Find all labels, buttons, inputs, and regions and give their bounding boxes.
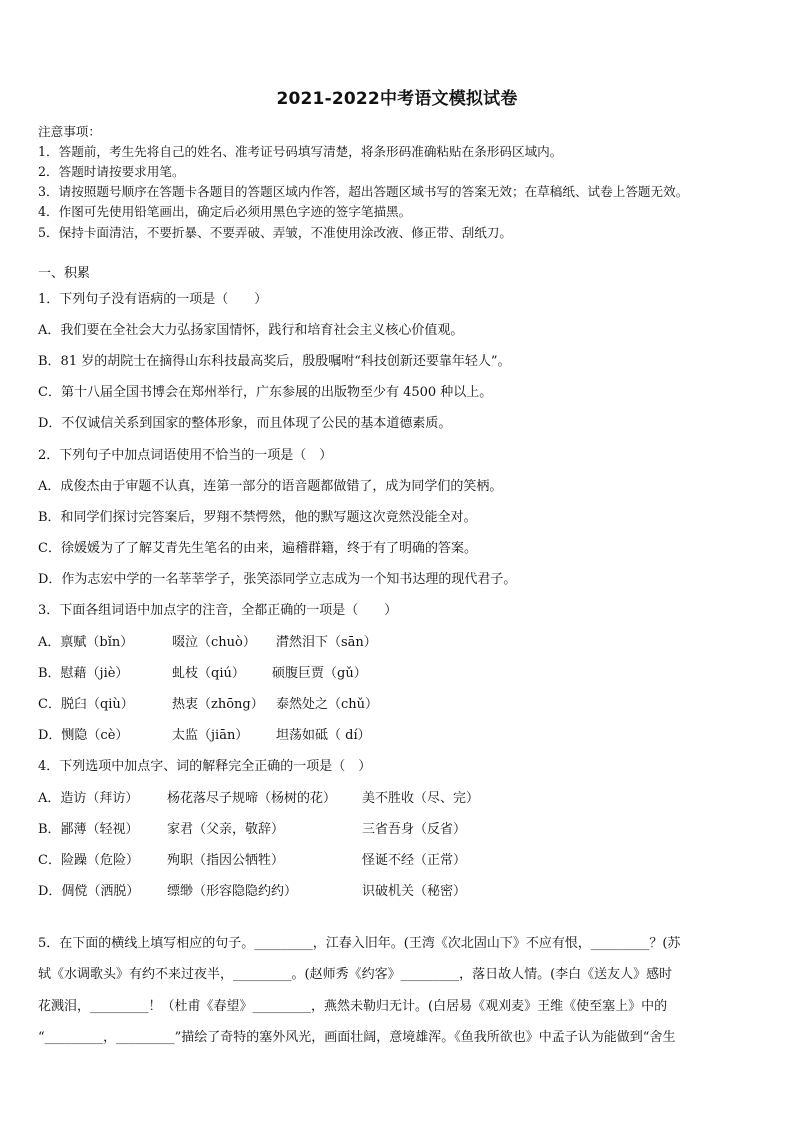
option-word: A．禀赋（bǐn）	[38, 635, 134, 650]
question-text-line: 花溅泪，_________！（杜甫《春望》_________，燕然未勒归无计。(白居易《观刈麦》王维《使至塞上》中的	[38, 999, 668, 1014]
option-word: 热衷（zhōng）	[172, 697, 264, 712]
option-word: 泰然处之（chǔ）	[276, 697, 379, 712]
option-term: C．险躁（危险）	[38, 853, 139, 868]
option-term: 三省吾身（反省）	[362, 822, 467, 837]
option-term: 怪诞不经（正常）	[362, 853, 467, 868]
option-word: B．慰藉（jiè）	[38, 666, 129, 681]
option-term: B．鄙薄（轻视）	[38, 822, 139, 837]
question-option: C．徐媛媛为了了解艾青先生笔名的由来，遍稽群籍，终于有了明确的答案。	[38, 541, 477, 556]
question-option: A．我们要在全社会大力弘扬家国情怀，践行和培育社会主义核心价值观。	[38, 323, 464, 338]
option-term: 美不胜收（尽、完）	[362, 791, 480, 806]
option-term: D．倜傥（洒脱）	[38, 884, 140, 899]
option-word: 虬枝（qiú）	[172, 666, 245, 681]
notice-heading: 注意事项：	[38, 124, 101, 139]
question-option: B．和同学们探讨完答案后，罗翔不禁愕然，他的默写题这次竟然没能全对。	[38, 510, 477, 525]
option-word: C．脱臼（qiù）	[38, 697, 134, 712]
question-option: D．不仅诚信关系到国家的整体形象，而且体现了公民的基本道德素质。	[38, 416, 452, 431]
option-word: 坦荡如砥（ dí）	[276, 728, 371, 743]
question-stem: 2．下列句子中加点词语使用不恰当的一项是（ ）	[38, 448, 333, 463]
option-term: 杨花落尽子规啼（杨树的花）	[167, 791, 337, 806]
question-option: C．第十八届全国书博会在郑州举行，广东参展的出版物至少有 4500 种以上。	[38, 385, 493, 400]
exam-title: 2021-2022中考语文模拟试卷	[276, 89, 518, 109]
option-word: 啜泣（chuò）	[172, 635, 256, 650]
notice-item: 1．答题前，考生先将自己的姓名、准考证号码填写清楚，将条形码准确粘贴在条形码区域内。	[38, 144, 563, 159]
question-stem: 1．下列句子没有语病的一项是（ ）	[38, 292, 268, 307]
section-heading: 一、积累	[38, 266, 91, 281]
option-term: 殉职（指因公牺牲）	[167, 853, 285, 868]
notice-item: 5．保持卡面清洁，不要折暴、不要弄破、弄皱，不准使用涂改液、修正带、刮纸刀。	[38, 225, 512, 240]
option-word: 太监（jiān）	[172, 728, 249, 743]
notice-item: 2．答题时请按要求用笔。	[38, 164, 185, 179]
question-option: B．81 岁的胡院士在摘得山东科技最高奖后，殷殷嘱咐“科技创新还要靠年轻人”。	[38, 354, 511, 369]
question-stem: 4．下列选项中加点字、词的解释完全正确的一项是（ ）	[38, 759, 372, 774]
question-text-line: “_________，_________”描绘了奇特的塞外风光，画面壮阔，意境雄浑。《鱼我所欲也》中孟子认为能做到“舍生	[38, 1030, 676, 1045]
notice-item: 4．作图可先使用铅笔画出，确定后必须用黑色字迹的签字笔描黑。	[38, 204, 412, 219]
question-stem: 3．下面各组词语中加点字的注音，全都正确的一项是（ ）	[38, 603, 398, 618]
question-option: D．作为志宏中学的一名莘莘学子，张笑添同学立志成为一个知书达理的现代君子。	[38, 572, 517, 587]
option-term: 缥缈（形容隐隐约约）	[167, 884, 298, 899]
question-text-line: 5．在下面的横线上填写相应的句子。_________，江春入旧年。(王湾《次北固山下》不应有恨，_________？(苏	[38, 936, 681, 951]
option-word: D．恻隐（cè）	[38, 728, 129, 743]
option-term: A．造访（拜访）	[38, 791, 139, 806]
option-term: 识破机关（秘密）	[362, 884, 467, 899]
question-text-line: 轼《水调歌头》有约不来过夜半，_________。(赵师秀《约客》_________，落日故人情。(李白《送友人》感时	[38, 967, 673, 982]
option-term: 家君（父亲，敬辞）	[167, 822, 285, 837]
notice-item: 3．请按照题号顺序在答题卡各题目的答题区域内作答，超出答题区域书写的答案无效；在草稿纸、试卷上答题无效。	[38, 184, 689, 199]
question-option: A．成俊杰由于审题不认真，连第一部分的语音题都做错了，成为同学们的笑柄。	[38, 479, 503, 494]
option-word: 硕腹巨贾（gǔ）	[272, 666, 367, 681]
option-word: 潸然泪下（sān）	[276, 635, 377, 650]
